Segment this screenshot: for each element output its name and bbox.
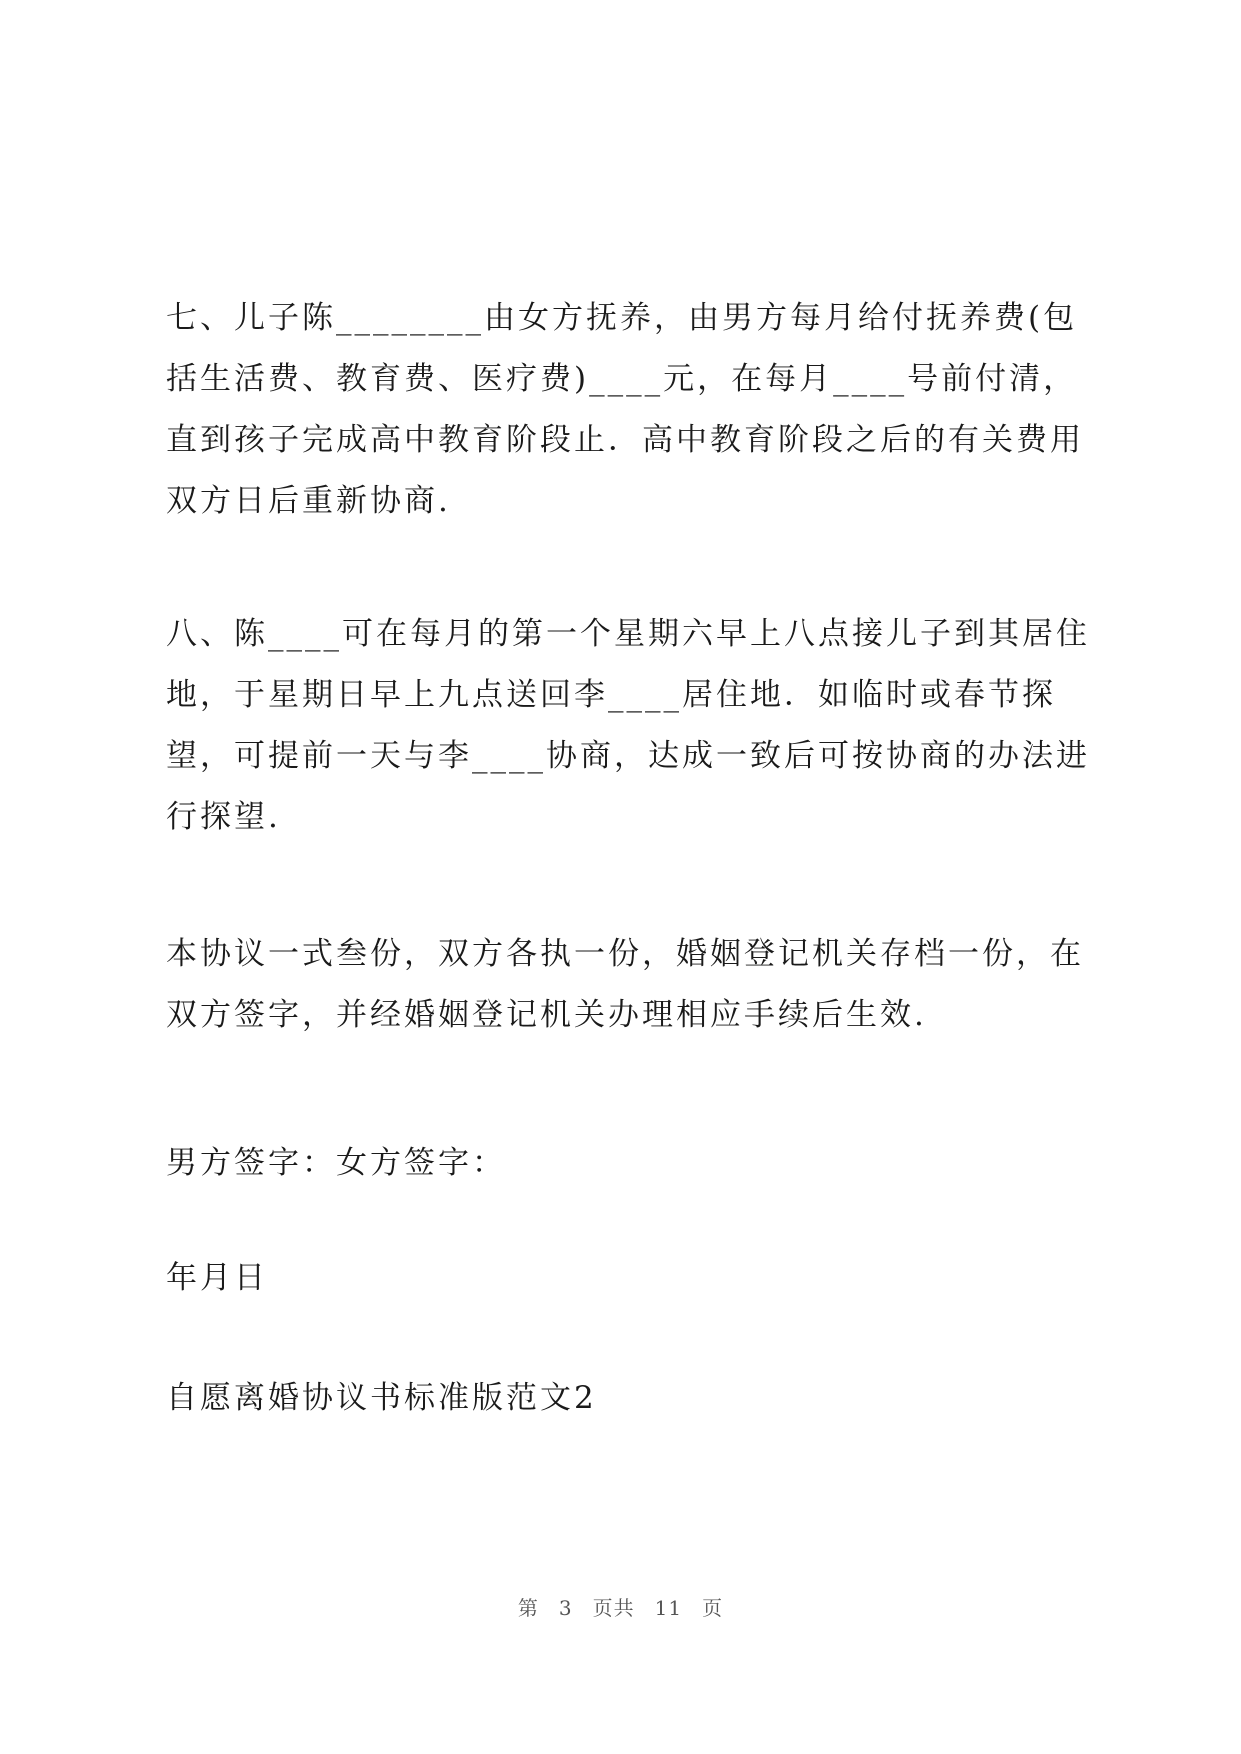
footer-total-pages: 11: [654, 1596, 683, 1620]
date-line: 年月日: [166, 1260, 268, 1296]
footer-suffix: 页: [702, 1596, 724, 1620]
clause-eight-paragraph: 八、陈____可在每月的第一个星期六早上八点接儿子到其居住地，于星期日早上九点送回李____居住地．如临时或春节探望，可提前一天与李____协商，达成一致后可按协商的办法进行探望.: [166, 616, 1090, 835]
footer-current-page: 3: [558, 1596, 573, 1620]
signature-line: 男方签字：女方签字：: [166, 1145, 506, 1181]
agreement-copies-paragraph: 本协议一式叁份，双方各执一份，婚姻登记机关存档一份，在双方签字，并经婚姻登记机关办理相应手续后生效.: [166, 936, 1084, 1033]
clause-seven-paragraph: 七、儿子陈________由女方抚养，由男方每月给付抚养费(包括生活费、教育费、医疗费)____元，在每月____号前付清，直到孩子完成高中教育阶段止．高中教育阶段之后的有关费用双方日后重新协商.: [166, 300, 1084, 519]
next-section-title: 自愿离婚协议书标准版范文2: [166, 1380, 597, 1416]
page-footer: [0, 1592, 1241, 1621]
footer-prefix: 第: [517, 1596, 539, 1620]
footer-middle: 页共: [592, 1596, 635, 1620]
